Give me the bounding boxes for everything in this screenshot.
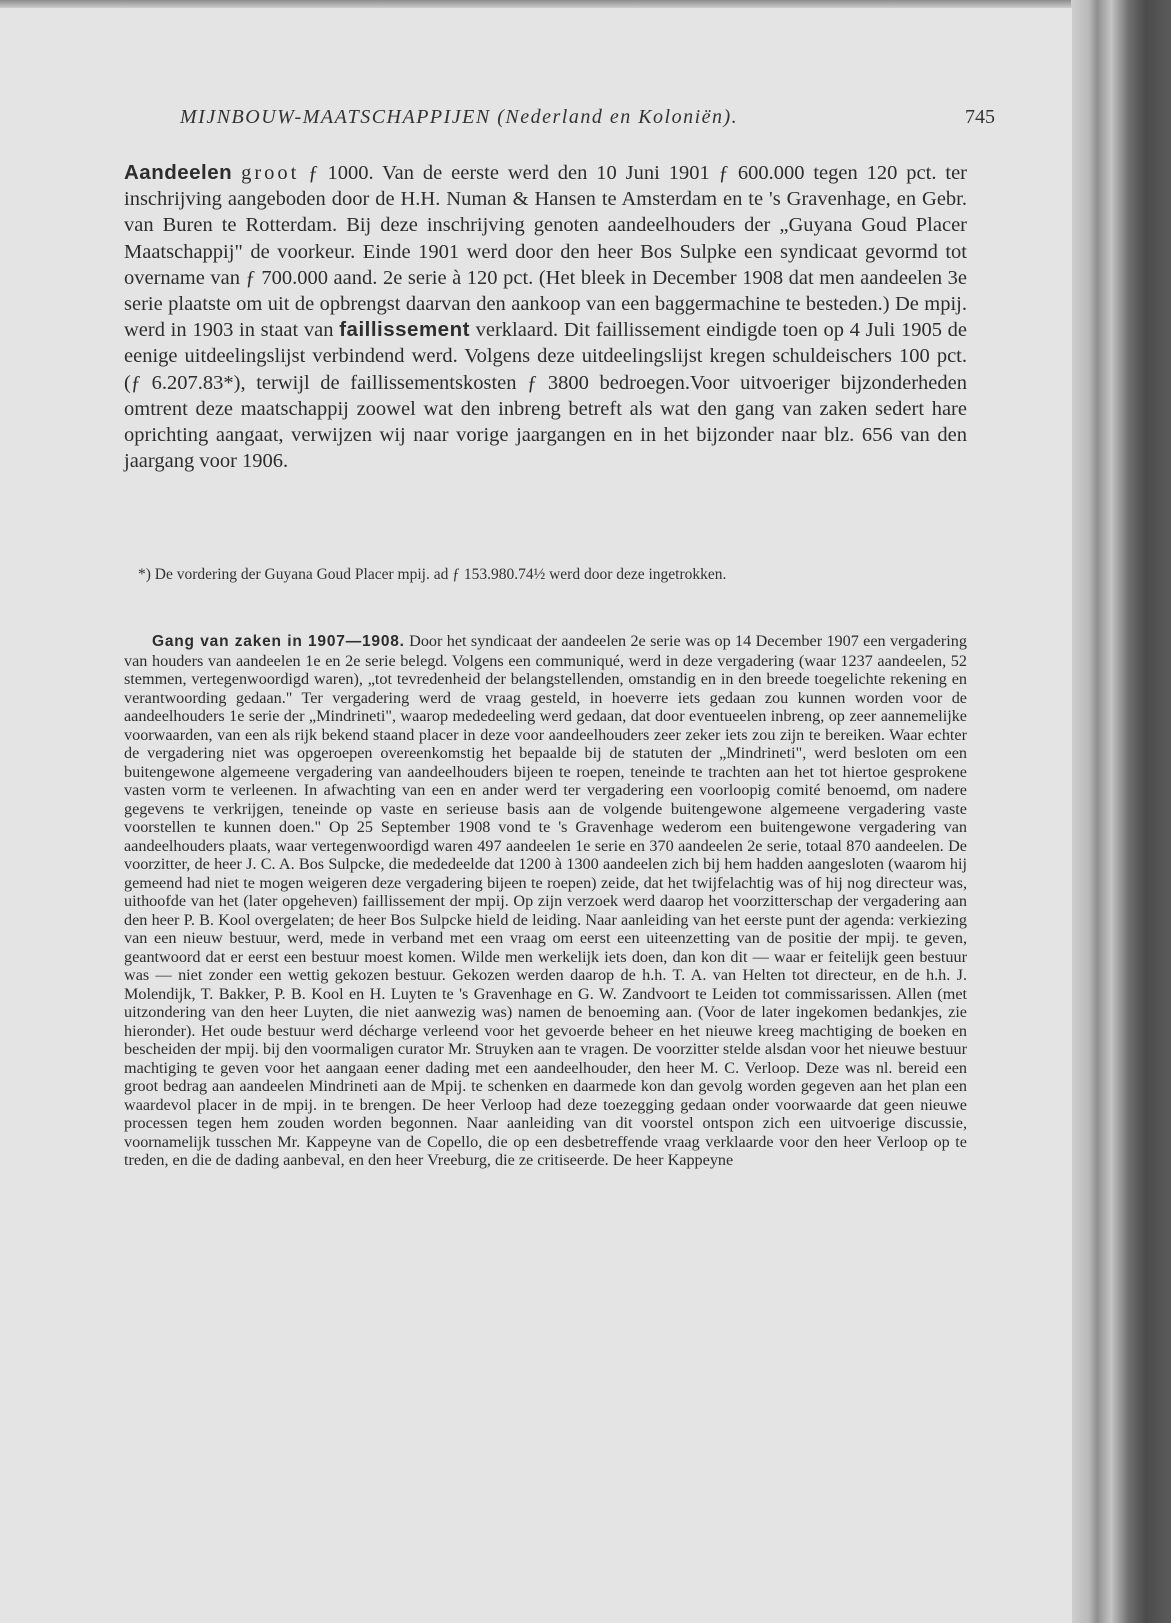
running-title: MIJNBOUW-MAATSCHAPPIJEN (Nederland en Koloniën). [180, 106, 739, 128]
footnote: *) De vordering der Guyana Goud Placer mpij. ad ƒ 153.980.74½ werd door deze ingetrokken. [138, 566, 727, 583]
section-body: Door het syndicaat der aandeelen 2e serie was op 14 December 1907 een vergadering van houders van aandeelen 1e en 2e serie belegd. Volgens een communiqué, werd in deze vergadering (waar 1237 aandeelen, 52 stemmen, vertegenwoordigd waren), „tot tevredenheid der belangstellenden, omstandig en in den breede toegelichte rekening en verantwoording gedaan." Ter vergadering werd de vraag gesteld, in hoeverre iets gedaan zou kunnen worden voor de aandeelhouders 1e serie der „Mindrineti", waarop mededeeling werd gedaan, dat door eventueelen inbreng, op zeer aannemelijke voorwaarden, van een als rijk bekend staand placer in deze voor aandeelhouders zeer zeker iets zou zijn te bereiken. Waar echter de vergadering niet was opgeroepen overeenkomstig het bepaalde bij de statuten der „Mindrineti", werd besloten om een buitengewone algemeene vergadering van aandeelhouders bijeen te roepen, teneinde te trachten aan het tot hiertoe gesprokene vasten vorm te verleenen. In afwachting van een en ander werd ter vergadering een voorloopig comité benoemd, om nadere gegevens te verkrijgen, teneinde op vaste en serieuse basis aan de volgende buitengewone algemeene vergadering vaste voorstellen te kunnen doen." Op 25 September 1908 vond te 's Gravenhage wederom een buitengewone vergadering van aandeelhouders plaats, waar vertegenwoordigd waren 497 aandeelen 1e serie en 370 aandeelen 2e serie, totaal 870 aandeelen. De voorzitter, de heer J. C. A. Bos Sulpcke, die mededeelde dat 1200 à 1300 aandeelen zich bij hem hadden aangesloten (waarom hij gemeend had niet te mogen weigeren deze vergadering bijeen te roepen) zeide, dat het twijfelachtig was of hij nog directeur was, uithoofde van het (later opgeheven) faillissement der mpij. Op zijn verzoek werd daarop het voorzitterschap der vergadering aan den heer P. B. Kool overgelaten; de heer Bos Sulpcke hield de leiding. Naar aanleiding van het eerste punt der agenda: verkiezing van een nieuw bestuur, werd, mede in verband met een vraag om eerst een uiteenzetting van de positie der mpij. te geven, geantwoord dat er eerst een bestuur moest komen. Wilde men werkelijk iets doen, dan kon dit — waar er feitelijk geen bestuur was — niet zonder een wettig gekozen bestuur. Gekozen werden daarop de h.h. T. A. van Helten tot directeur, en de h.h. J. Molendijk, T. Bakker, P. B. Kool en H. Luyten te 's Gravenhage en G. W. Zandvoort te Leiden tot commissarissen. Allen (met uitzondering van den heer Luyten, die niet aanwezig was) namen de benoeming aan. (Voor de later ingekomen bedankjes, zie hieronder). Het oude bestuur werd décharge verleend voor het gevoerde beheer en het nieuwe kreeg machtiging de boeken en bescheiden der mpij. bij den voormaligen curator Mr. Struyken aan te vragen. De voorzitter stelde alsdan voor het nieuwe bestuur machtiging te geven voor het aangaan eener dading met een aandeelhouder, den heer M. C. Verloop. Deze was nl. bereid een groot bedrag aan aandeelen Mindrineti aan de Mpij. te schenken en daarmede kon dan gevolg worden gegeven aan het plan een waardevol placer in de mpij. in te brengen. De heer Verloop had deze toezegging gedaan onder voorwaarde dat geen nieuwe processen tegen hem zouden worden begonnen. Naar aanleiding van dit voorstel ontspon zich een uitvoerige discussie, voornamelijk tusschen Mr. Kappeyne van de Copello, die op een desbetreffende vraag verklaarde voor den heer Verloop op te treden, en die de dading aanbeval, en den heer Vreeburg, die ze critiseerde. De heer Kappeyne [124, 632, 967, 1169]
bold-term-faillissement: faillissement [339, 318, 470, 342]
main-paragraph [124, 160, 967, 474]
lead-spaced-word: groot [241, 162, 300, 184]
section-heading: Gang van zaken in 1907—1908. [152, 633, 405, 650]
running-header [180, 106, 995, 129]
page-number: 745 [965, 106, 995, 128]
main-text-part-2: verklaard. Dit faillissement eindigde toen op 4 Juli 1905 de eenige uitdeelingslijst verbindend werd. Volgens deze uitdeelingslijst kregen schuldeischers 100 pct. (ƒ 6.207.83*), terwijl de faillissementskosten ƒ 3800 bedroegen.Voor uitvoeriger bijzonderheden omtrent deze maatschappij zoowel wat den inbreng betreft als wat den gang van zaken sedert hare oprichting aangaat, verwijzen wij naar vorige jaargangen en in het bijzonder naar blz. 656 van den jaargang voor 1906. [124, 319, 967, 473]
main-text-part-1: ƒ 1000. Van de eerste werd den 10 Juni 1901 ƒ 600.000 tegen 120 pct. ter inschrijving aangeboden door de H.H. Numan & Hansen te Amsterdam en te 's Gravenhage, en Gebr. van Buren te Rotterdam. Bij deze inschrijving genoten aandeelhouders der „Guyana Goud Placer Maatschappij" de voorkeur. Einde 1901 werd door den heer Bos Sulpke een syndicaat gevormd tot overname van ƒ 700.000 aand. 2e serie à 120 pct. (Het bleek in December 1908 dat men aandeelen 3e serie plaatste om uit de opbrengst daarvan den aankoop van een baggermachine te besteden.) De mpij. werd in 1903 in staat van [124, 162, 968, 342]
section-gang-van-zaken [124, 632, 967, 1170]
lead-term: Aandeelen [124, 161, 233, 184]
scan-right-edge [1071, 0, 1171, 1623]
